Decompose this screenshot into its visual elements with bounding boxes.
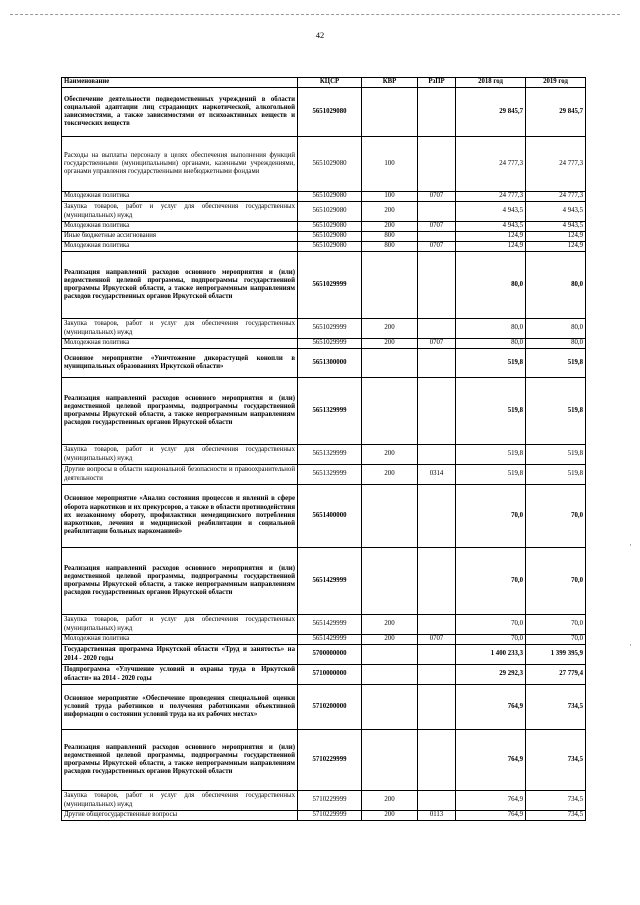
- table-row: [62, 465, 586, 485]
- cell-name: Закупка товаров, работ и услуг для обеспечения государственных (муниципальных) нужд: [62, 445, 298, 465]
- cell-rzpr: 0707: [418, 222, 456, 232]
- cell-kcsr: 5651029999: [298, 319, 362, 339]
- cell-name: Основное мероприятие «Анализ состояния процессов и явлений в сфере оборота наркотиков и их прекурсоров, а также в области противодействия их незаконному обороту, профилактики немедицинского потребления наркотиков, лечения и медицинской реабилитации и социальной реабилитации больных наркоманией»: [62, 485, 298, 548]
- cell-rzpr: [418, 665, 456, 685]
- cell-kvr: [362, 252, 418, 319]
- cell-rzpr: [418, 685, 456, 730]
- cell-kcsr: 5651029080: [298, 232, 362, 242]
- header-2019: 2019 год: [526, 78, 586, 88]
- cell-kcsr: 5710229999: [298, 730, 362, 791]
- cell-2019: 70,0: [526, 615, 586, 635]
- cell-rzpr: [418, 137, 456, 192]
- cell-kvr: [362, 378, 418, 445]
- cell-2019: 124,9: [526, 242, 586, 252]
- cell-2018: 764,9: [456, 730, 526, 791]
- cell-kcsr: 5651029080: [298, 137, 362, 192]
- cell-kvr: 800: [362, 232, 418, 242]
- cell-name: Молодежная политика: [62, 222, 298, 232]
- cell-kvr: [362, 88, 418, 137]
- cell-2019: 70,0: [526, 548, 586, 615]
- cell-2018: 80,0: [456, 339, 526, 349]
- cell-name: Реализация направлений расходов основного мероприятия и (или) ведомственной целевой программы, подпрограммы государственной программы Иркутской области, а также непрограммным направлениям расходов государственных органов Иркутской области: [62, 548, 298, 615]
- cell-rzpr: [418, 252, 456, 319]
- cell-name: Молодежная политика: [62, 339, 298, 349]
- table-row: [62, 232, 586, 242]
- cell-2019: 70,0: [526, 485, 586, 548]
- cell-kvr: [362, 730, 418, 791]
- cell-name: Обеспечение деятельности подведомственных учреждений в области социальной адаптации лиц страдающих наркотической, алкогольной зависимостями, а также зависимостями от психоактивных веществ и токсических веществ: [62, 88, 298, 137]
- cell-rzpr: [418, 319, 456, 339]
- table-row: [62, 339, 586, 349]
- cell-name: Реализация направлений расходов основного мероприятия и (или) ведомственной целевой программы, подпрограммы государственной программы Иркутской области, а также непрограммным направлениям расходов государственных органов Иркутской области: [62, 252, 298, 319]
- cell-name: Закупка товаров, работ и услуг для обеспечения государственных (муниципальных) нужд: [62, 202, 298, 222]
- table-row: [62, 378, 586, 445]
- cell-name: Другие вопросы в области национальной безопасности и правоохранительной деятельности: [62, 465, 298, 485]
- cell-2018: 4 943,5: [456, 202, 526, 222]
- cell-kvr: 800: [362, 242, 418, 252]
- cell-kvr: 200: [362, 811, 418, 821]
- cell-kcsr: 5651429999: [298, 548, 362, 615]
- cell-rzpr: 0113: [418, 811, 456, 821]
- cell-2019: 124,9: [526, 232, 586, 242]
- table-row: [62, 137, 586, 192]
- cell-rzpr: [418, 645, 456, 665]
- cell-kcsr: 5651400000: [298, 485, 362, 548]
- cell-2018: 24 777,3: [456, 137, 526, 192]
- cell-2019: 519,8: [526, 465, 586, 485]
- table-row: [62, 645, 586, 665]
- cell-kcsr: 5651429999: [298, 615, 362, 635]
- cell-kvr: [362, 645, 418, 665]
- cell-kvr: 200: [362, 615, 418, 635]
- cell-rzpr: [418, 202, 456, 222]
- table-row: [62, 445, 586, 465]
- cell-2019: 734,5: [526, 811, 586, 821]
- cell-rzpr: [418, 378, 456, 445]
- cell-name: Расходы на выплаты персоналу в целях обеспечения выполнения функций государственными (муниципальными) органами, казенными учреждениями, органами управления государственными внебюджетными фондами: [62, 137, 298, 192]
- cell-rzpr: [418, 615, 456, 635]
- cell-kcsr: 5710000000: [298, 665, 362, 685]
- cell-name: Основное мероприятие «Уничтожение дикорастущей конопли в муниципальных образованиях Иркутской области»: [62, 349, 298, 378]
- table-row: [62, 685, 586, 730]
- cell-2018: 764,9: [456, 791, 526, 811]
- table-row: [62, 791, 586, 811]
- cell-name: Закупка товаров, работ и услуг для обеспечения государственных (муниципальных) нужд: [62, 791, 298, 811]
- cell-rzpr: 0707: [418, 339, 456, 349]
- cell-2018: 80,0: [456, 252, 526, 319]
- cell-2018: 70,0: [456, 635, 526, 645]
- cell-name: Реализация направлений расходов основного мероприятия и (или) ведомственной целевой программы, подпрограммы государственной программы Иркутской области, а также непрограммным направлениям расходов государственных органов Иркутской области: [62, 730, 298, 791]
- cell-rzpr: [418, 88, 456, 137]
- cell-2018: 70,0: [456, 485, 526, 548]
- table-row: [62, 811, 586, 821]
- cell-kcsr: 5700000000: [298, 645, 362, 665]
- cell-2018: 519,8: [456, 445, 526, 465]
- cell-2019: 4 943,5: [526, 202, 586, 222]
- cell-kvr: 200: [362, 339, 418, 349]
- table-row: [62, 88, 586, 137]
- cell-kcsr: 5651329999: [298, 465, 362, 485]
- cell-2019: 519,8: [526, 378, 586, 445]
- cell-kvr: 200: [362, 465, 418, 485]
- cell-2019: 519,8: [526, 445, 586, 465]
- cell-rzpr: [418, 485, 456, 548]
- cell-rzpr: [418, 232, 456, 242]
- cell-name: Другие общегосударственные вопросы: [62, 811, 298, 821]
- cell-2018: 29 292,3: [456, 665, 526, 685]
- cell-name: Подпрограмма «Улучшение условий и охраны труда в Иркутской области» на 2014 - 2020 годы: [62, 665, 298, 685]
- page-number: 42: [315, 30, 325, 40]
- cell-name: Молодежная политика: [62, 192, 298, 202]
- table-row: [62, 730, 586, 791]
- cell-2019: 734,5: [526, 685, 586, 730]
- table-body: [62, 88, 586, 821]
- cell-kcsr: 5651029080: [298, 88, 362, 137]
- cell-kvr: [362, 485, 418, 548]
- table-row: [62, 319, 586, 339]
- cell-2019: 70,0: [526, 635, 586, 645]
- cell-2019: 734,5: [526, 730, 586, 791]
- cell-rzpr: [418, 445, 456, 465]
- cell-2019: 27 779,4: [526, 665, 586, 685]
- cell-2019: 24 777,3: [526, 137, 586, 192]
- cell-kvr: [362, 349, 418, 378]
- cell-rzpr: 0707: [418, 635, 456, 645]
- cell-kvr: 200: [362, 222, 418, 232]
- cell-2018: 1 400 233,3: [456, 645, 526, 665]
- cell-2018: 764,9: [456, 811, 526, 821]
- cell-kvr: 100: [362, 137, 418, 192]
- cell-rzpr: [418, 730, 456, 791]
- cell-2019: 29 845,7: [526, 88, 586, 137]
- cell-kcsr: 5651029080: [298, 222, 362, 232]
- cell-2018: 519,8: [456, 349, 526, 378]
- table-header-row: [62, 78, 586, 88]
- cell-2019: 24 777,3: [526, 192, 586, 202]
- cell-kcsr: 5710229999: [298, 811, 362, 821]
- header-name: Наименование: [62, 78, 298, 88]
- cell-kcsr: 5651300000: [298, 349, 362, 378]
- cell-name: Иные бюджетные ассигнования: [62, 232, 298, 242]
- cell-kcsr: 5651429999: [298, 635, 362, 645]
- cell-kvr: [362, 548, 418, 615]
- cell-kcsr: 5651329999: [298, 378, 362, 445]
- header-kcsr: КЦСР: [298, 78, 362, 88]
- cell-kvr: 200: [362, 635, 418, 645]
- cell-2018: 24 777,3: [456, 192, 526, 202]
- cell-2018: 80,0: [456, 319, 526, 339]
- cell-2019: 1 399 395,9: [526, 645, 586, 665]
- scan-top-edge: [10, 14, 620, 15]
- cell-kvr: 200: [362, 319, 418, 339]
- cell-rzpr: [418, 349, 456, 378]
- cell-2019: 80,0: [526, 252, 586, 319]
- cell-name: Молодежная политика: [62, 635, 298, 645]
- cell-kvr: [362, 665, 418, 685]
- table-row: [62, 222, 586, 232]
- cell-rzpr: 0707: [418, 192, 456, 202]
- table-row: [62, 349, 586, 378]
- table-row: [62, 485, 586, 548]
- table-row: [62, 202, 586, 222]
- table-row: [62, 665, 586, 685]
- cell-name: Реализация направлений расходов основного мероприятия и (или) ведомственной целевой программы, подпрограммы государственной программы Иркутской области, а также непрограммным направлениям расходов государственных органов Иркутской области: [62, 378, 298, 445]
- cell-rzpr: 0314: [418, 465, 456, 485]
- cell-2018: 519,8: [456, 465, 526, 485]
- table-row: [62, 192, 586, 202]
- cell-kcsr: 5710229999: [298, 791, 362, 811]
- cell-2018: 29 845,7: [456, 88, 526, 137]
- cell-name: Закупка товаров, работ и услуг для обеспечения государственных (муниципальных) нужд: [62, 615, 298, 635]
- header-rzpr: РзПР: [418, 78, 456, 88]
- cell-kcsr: 5651029080: [298, 242, 362, 252]
- cell-rzpr: 0707: [418, 242, 456, 252]
- cell-2019: 4 943,5: [526, 222, 586, 232]
- cell-kvr: [362, 685, 418, 730]
- cell-rzpr: [418, 548, 456, 615]
- scan-mark: ·: [629, 640, 632, 650]
- cell-kcsr: 5651029999: [298, 252, 362, 319]
- cell-2018: 124,9: [456, 232, 526, 242]
- cell-2019: 519,8: [526, 349, 586, 378]
- table-row: [62, 252, 586, 319]
- scan-mark: ·: [629, 540, 632, 550]
- cell-kvr: 200: [362, 445, 418, 465]
- cell-2018: 519,8: [456, 378, 526, 445]
- cell-kcsr: 5710200000: [298, 685, 362, 730]
- cell-name: Закупка товаров, работ и услуг для обеспечения государственных (муниципальных) нужд: [62, 319, 298, 339]
- table-row: [62, 242, 586, 252]
- table-row: [62, 635, 586, 645]
- cell-2018: 70,0: [456, 615, 526, 635]
- header-2018: 2018 год: [456, 78, 526, 88]
- cell-2018: 70,0: [456, 548, 526, 615]
- cell-name: Основное мероприятие «Обеспечение проведения специальной оценки условий труда работников и получения работниками объективной информации о состоянии условий труда на их рабочих местах»: [62, 685, 298, 730]
- header-kvr: КВР: [362, 78, 418, 88]
- cell-kvr: 100: [362, 192, 418, 202]
- cell-kcsr: 5651029080: [298, 192, 362, 202]
- cell-name: Государственная программа Иркутской области «Труд и занятость» на 2014 - 2020 годы: [62, 645, 298, 665]
- cell-name: Молодежная политика: [62, 242, 298, 252]
- cell-2018: 4 943,5: [456, 222, 526, 232]
- cell-kcsr: 5651029080: [298, 202, 362, 222]
- table-row: [62, 615, 586, 635]
- cell-rzpr: [418, 791, 456, 811]
- cell-2018: 124,9: [456, 242, 526, 252]
- cell-2019: 80,0: [526, 319, 586, 339]
- budget-table: [61, 77, 586, 821]
- cell-kcsr: 5651029999: [298, 339, 362, 349]
- cell-2018: 764,9: [456, 685, 526, 730]
- cell-2019: 80,0: [526, 339, 586, 349]
- cell-kcsr: 5651329999: [298, 445, 362, 465]
- cell-2019: 734,5: [526, 791, 586, 811]
- table-row: [62, 548, 586, 615]
- cell-kvr: 200: [362, 202, 418, 222]
- cell-kvr: 200: [362, 791, 418, 811]
